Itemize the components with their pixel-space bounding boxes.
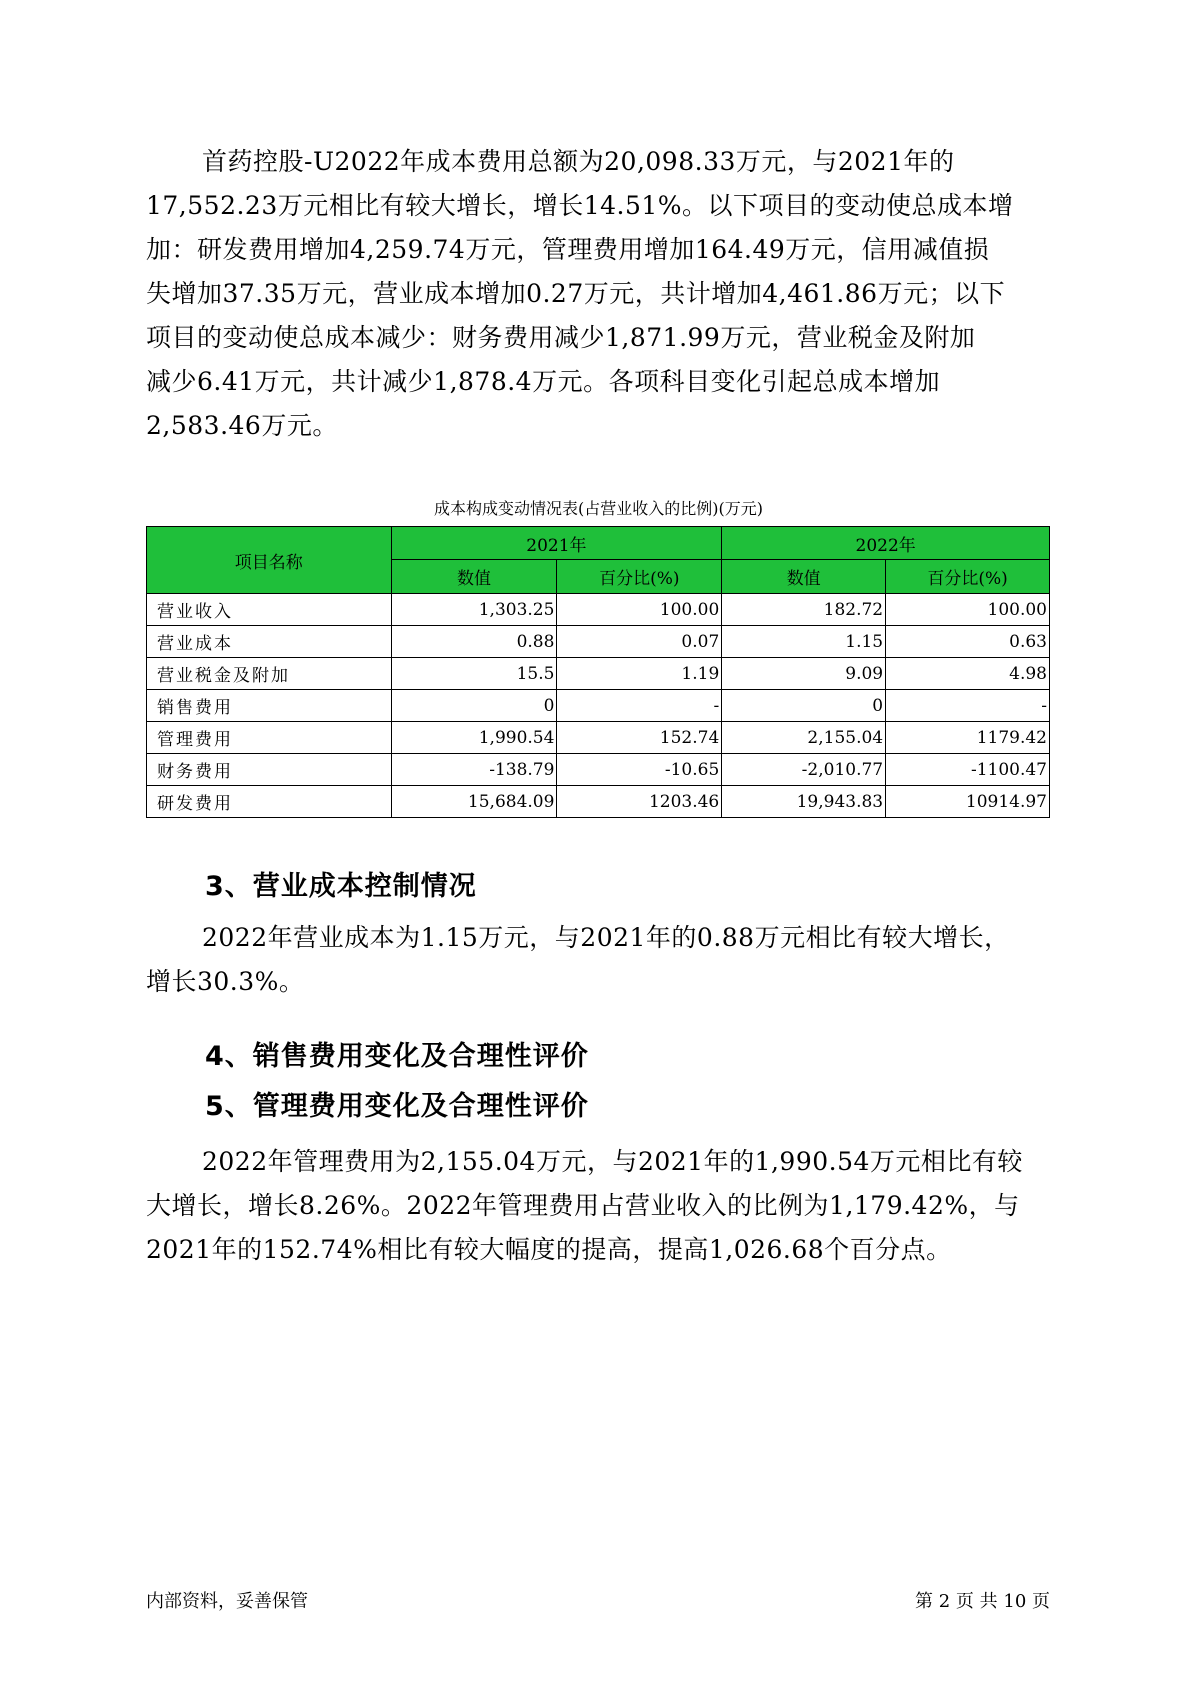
cell-value-2022: 19,943.83 [722, 786, 886, 818]
section-5-heading: 5、管理费用变化及合理性评价 [205, 1091, 589, 1122]
cell-percent-2022: 10914.97 [886, 786, 1050, 818]
cost-structure-table [146, 526, 1050, 818]
cell-value-2022: 1.15 [722, 626, 886, 658]
cell-value-2021: 0 [391, 690, 557, 722]
cell-percent-2021: 1203.46 [557, 786, 722, 818]
cell-percent-2022: 0.63 [886, 626, 1050, 658]
header-item-name: 项目名称 [147, 527, 392, 594]
row-name: 研发费用 [147, 786, 392, 818]
section-3-paragraph [146, 916, 1051, 1004]
cell-value-2022: 182.72 [722, 594, 886, 626]
cell-percent-2022: 1179.42 [886, 722, 1050, 754]
intro-line: 首药控股-U2022年成本费用总额为20,098.33万元，与2021年的 [202, 147, 955, 176]
section-4-heading: 4、销售费用变化及合理性评价 [205, 1041, 589, 1072]
header-value-2022: 数值 [722, 560, 886, 594]
cell-value-2021: 1,303.25 [391, 594, 557, 626]
cell-value-2021: 15,684.09 [391, 786, 557, 818]
cell-value-2021: 1,990.54 [391, 722, 557, 754]
table-row [147, 690, 1050, 722]
cell-percent-2021: 1.19 [557, 658, 722, 690]
row-name: 营业收入 [147, 594, 392, 626]
intro-paragraph [146, 140, 1051, 448]
section-5-line: 2022年管理费用为2,155.04万元，与2021年的1,990.54万元相比有较 [202, 1147, 1023, 1176]
cell-percent-2021: -10.65 [557, 754, 722, 786]
row-name: 管理费用 [147, 722, 392, 754]
header-percent-2022: 百分比(%) [886, 560, 1050, 594]
cell-value-2021: 0.88 [391, 626, 557, 658]
cell-percent-2021: 152.74 [557, 722, 722, 754]
table-row [147, 722, 1050, 754]
intro-line: 减少6.41万元，共计减少1,878.4万元。各项科目变化引起总成本增加 [146, 367, 941, 396]
table-caption: 成本构成变动情况表(占营业收入的比例)(万元) [434, 499, 763, 518]
cell-value-2021: 15.5 [391, 658, 557, 690]
intro-line: 项目的变动使总成本减少：财务费用减少1,871.99万元，营业税金及附加 [146, 323, 976, 352]
section-3-line: 增长30.3%。 [146, 967, 305, 996]
cell-percent-2022: -1100.47 [886, 754, 1050, 786]
intro-line: 失增加37.35万元，营业成本增加0.27万元，共计增加4,461.86万元；以下 [146, 279, 1006, 308]
cell-percent-2021: - [557, 690, 722, 722]
intro-line: 加：研发费用增加4,259.74万元，管理费用增加164.49万元，信用减值损 [146, 235, 990, 264]
header-percent-2021: 百分比(%) [557, 560, 722, 594]
section-5-paragraph [146, 1140, 1051, 1272]
cell-percent-2022: 100.00 [886, 594, 1050, 626]
row-name: 营业成本 [147, 626, 392, 658]
cell-value-2021: -138.79 [391, 754, 557, 786]
cell-value-2022: 0 [722, 690, 886, 722]
section-3-line: 2022年营业成本为1.15万元，与2021年的0.88万元相比有较大增长， [202, 923, 1010, 952]
header-year-2021: 2021年 [391, 527, 722, 560]
table-row [147, 786, 1050, 818]
intro-line: 17,552.23万元相比有较大增长，增长14.51%。以下项目的变动使总成本增 [146, 191, 1014, 220]
footer-page-number: 第 2 页 共 10 页 [915, 1591, 1050, 1612]
section-5-line: 大增长，增长8.26%。2022年管理费用占营业收入的比例为1,179.42%，与 [146, 1191, 1020, 1220]
row-name: 财务费用 [147, 754, 392, 786]
cell-value-2022: 9.09 [722, 658, 886, 690]
cell-percent-2022: 4.98 [886, 658, 1050, 690]
table-row [147, 754, 1050, 786]
table-row [147, 626, 1050, 658]
cell-value-2022: -2,010.77 [722, 754, 886, 786]
cell-percent-2021: 100.00 [557, 594, 722, 626]
table-row [147, 594, 1050, 626]
cell-value-2022: 2,155.04 [722, 722, 886, 754]
intro-line: 2,583.46万元。 [146, 411, 338, 440]
header-year-2022: 2022年 [722, 527, 1050, 560]
row-name: 销售费用 [147, 690, 392, 722]
cell-percent-2022: - [886, 690, 1050, 722]
header-value-2021: 数值 [391, 560, 557, 594]
footer-confidential-note: 内部资料，妥善保管 [146, 1591, 308, 1612]
section-3-heading: 3、营业成本控制情况 [205, 871, 477, 902]
table-row [147, 658, 1050, 690]
cell-percent-2021: 0.07 [557, 626, 722, 658]
row-name: 营业税金及附加 [147, 658, 392, 690]
section-5-line: 2021年的152.74%相比有较大幅度的提高，提高1,026.68个百分点。 [146, 1235, 952, 1264]
